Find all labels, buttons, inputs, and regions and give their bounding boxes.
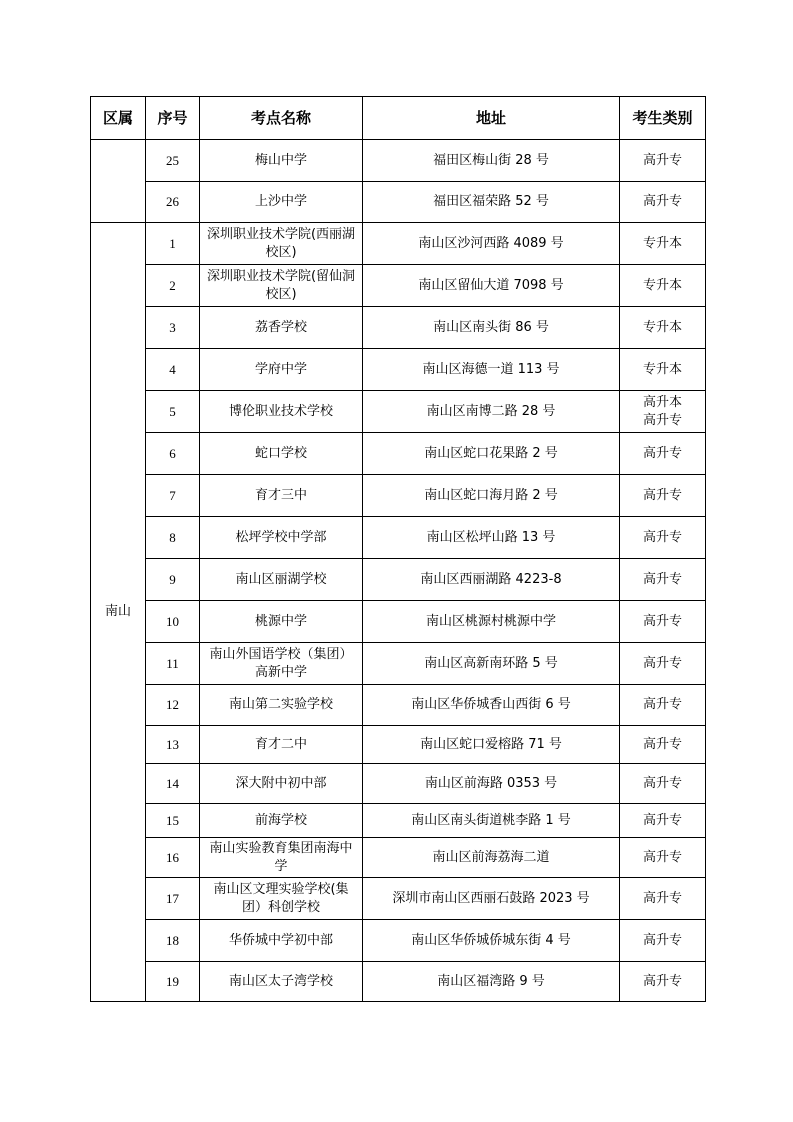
site-name-cell: 博伦职业技术学校 [200,391,363,433]
site-name-cell: 梅山中学 [200,140,363,182]
address-cell: 南山区华侨城香山西街 6 号 [363,685,620,726]
header-category: 考生类别 [620,97,706,140]
seq-cell: 9 [146,559,200,601]
seq-cell: 7 [146,475,200,517]
category-cell: 高升专 [620,140,706,182]
address-cell: 南山区蛇口花果路 2 号 [363,433,620,475]
seq-cell: 1 [146,223,200,265]
address-cell: 南山区前海荔海二道 [363,838,620,878]
seq-cell: 13 [146,726,200,764]
region-cell-nanshan: 南山 [91,223,146,1002]
site-name-cell: 前海学校 [200,804,363,838]
region-cell-futian [91,140,146,223]
site-name-cell: 南山第二实验学校 [200,685,363,726]
address-cell: 南山区海德一道 113 号 [363,349,620,391]
seq-cell: 26 [146,182,200,223]
seq-cell: 8 [146,517,200,559]
site-name-cell: 荔香学校 [200,307,363,349]
table-row [91,391,706,433]
site-name-cell: 南山外国语学校（集团）高新中学 [200,643,363,685]
address-cell: 福田区梅山街 28 号 [363,140,620,182]
site-name-cell: 深大附中初中部 [200,764,363,804]
table-row [91,764,706,804]
address-cell: 福田区福荣路 52 号 [363,182,620,223]
table-row [91,182,706,223]
table-row [91,307,706,349]
site-name-cell: 深圳职业技术学院(留仙洞校区) [200,265,363,307]
table-row [91,643,706,685]
table-row [91,433,706,475]
address-cell: 南山区南头街 86 号 [363,307,620,349]
category-cell: 高升专 [620,878,706,920]
address-cell: 南山区华侨城侨城东街 4 号 [363,920,620,962]
site-name-cell: 南山区太子湾学校 [200,962,363,1002]
seq-cell: 15 [146,804,200,838]
header-address: 地址 [363,97,620,140]
category-cell: 高升专 [620,838,706,878]
category-cell: 专升本 [620,307,706,349]
seq-cell: 14 [146,764,200,804]
site-name-cell: 南山实验教育集团南海中学 [200,838,363,878]
address-cell: 南山区蛇口海月路 2 号 [363,475,620,517]
address-cell: 深圳市南山区西丽石鼓路 2023 号 [363,878,620,920]
table-row [91,726,706,764]
category-cell: 高升专 [620,726,706,764]
site-name-cell: 桃源中学 [200,601,363,643]
site-name-cell: 蛇口学校 [200,433,363,475]
seq-cell: 25 [146,140,200,182]
seq-cell: 5 [146,391,200,433]
address-cell: 南山区高新南环路 5 号 [363,643,620,685]
table-row [91,517,706,559]
table-row [91,265,706,307]
address-cell: 南山区南头街道桃李路 1 号 [363,804,620,838]
address-cell: 南山区松坪山路 13 号 [363,517,620,559]
table-row [91,685,706,726]
category-cell: 高升专 [620,559,706,601]
category-cell: 专升本 [620,265,706,307]
category-cell: 高升专 [620,685,706,726]
site-name-cell: 育才三中 [200,475,363,517]
address-cell: 南山区沙河西路 4089 号 [363,223,620,265]
category-line-1: 高升本 [642,394,682,410]
site-name-cell: 学府中学 [200,349,363,391]
address-cell: 南山区前海路 0353 号 [363,764,620,804]
site-name-cell: 育才二中 [200,726,363,764]
site-name-cell: 华侨城中学初中部 [200,920,363,962]
site-name-cell: 松坪学校中学部 [200,517,363,559]
address-cell: 南山区西丽湖路 4223-8 [363,559,620,601]
category-cell: 高升专 [620,601,706,643]
table-row [91,838,706,878]
seq-cell: 17 [146,878,200,920]
category-cell: 高升专 [620,433,706,475]
category-cell: 高升专 [620,764,706,804]
category-cell: 专升本 [620,349,706,391]
address-cell: 南山区蛇口爱榕路 71 号 [363,726,620,764]
seq-cell: 4 [146,349,200,391]
site-name-cell: 南山区丽湖学校 [200,559,363,601]
table-row [91,601,706,643]
table-row [91,878,706,920]
seq-cell: 16 [146,838,200,878]
address-cell: 南山区桃源村桃源中学 [363,601,620,643]
table-row [91,804,706,838]
category-cell: 高升专 [620,517,706,559]
header-seq: 序号 [146,97,200,140]
exam-site-table [90,96,706,1002]
category-cell: 高升专 [620,920,706,962]
address-cell: 南山区留仙大道 7098 号 [363,265,620,307]
category-cell: 专升本 [620,223,706,265]
category-cell: 高升专 [620,804,706,838]
seq-cell: 18 [146,920,200,962]
site-name-cell: 深圳职业技术学院(西丽湖校区) [200,223,363,265]
address-cell: 南山区南博二路 28 号 [363,391,620,433]
table-row [91,349,706,391]
seq-cell: 19 [146,962,200,1002]
table-row [91,140,706,182]
site-name-cell: 上沙中学 [200,182,363,223]
seq-cell: 11 [146,643,200,685]
category-cell: 高升专 [620,643,706,685]
header-name: 考点名称 [200,97,363,140]
header-region: 区属 [91,97,146,140]
table-row [91,920,706,962]
table-row [91,475,706,517]
table-header-row [91,97,706,140]
category-cell: 高升专 [620,182,706,223]
table-row [91,559,706,601]
address-cell: 南山区福湾路 9 号 [363,962,620,1002]
category-cell: 高升专 [620,475,706,517]
category-cell: 高升专 [620,962,706,1002]
seq-cell: 3 [146,307,200,349]
site-name-cell: 南山区文理实验学校(集团）科创学校 [200,878,363,920]
seq-cell: 12 [146,685,200,726]
seq-cell: 2 [146,265,200,307]
category-line-2: 高升专 [642,412,682,428]
seq-cell: 6 [146,433,200,475]
category-cell [620,391,706,433]
table-row [91,223,706,265]
table-row [91,962,706,1002]
seq-cell: 10 [146,601,200,643]
